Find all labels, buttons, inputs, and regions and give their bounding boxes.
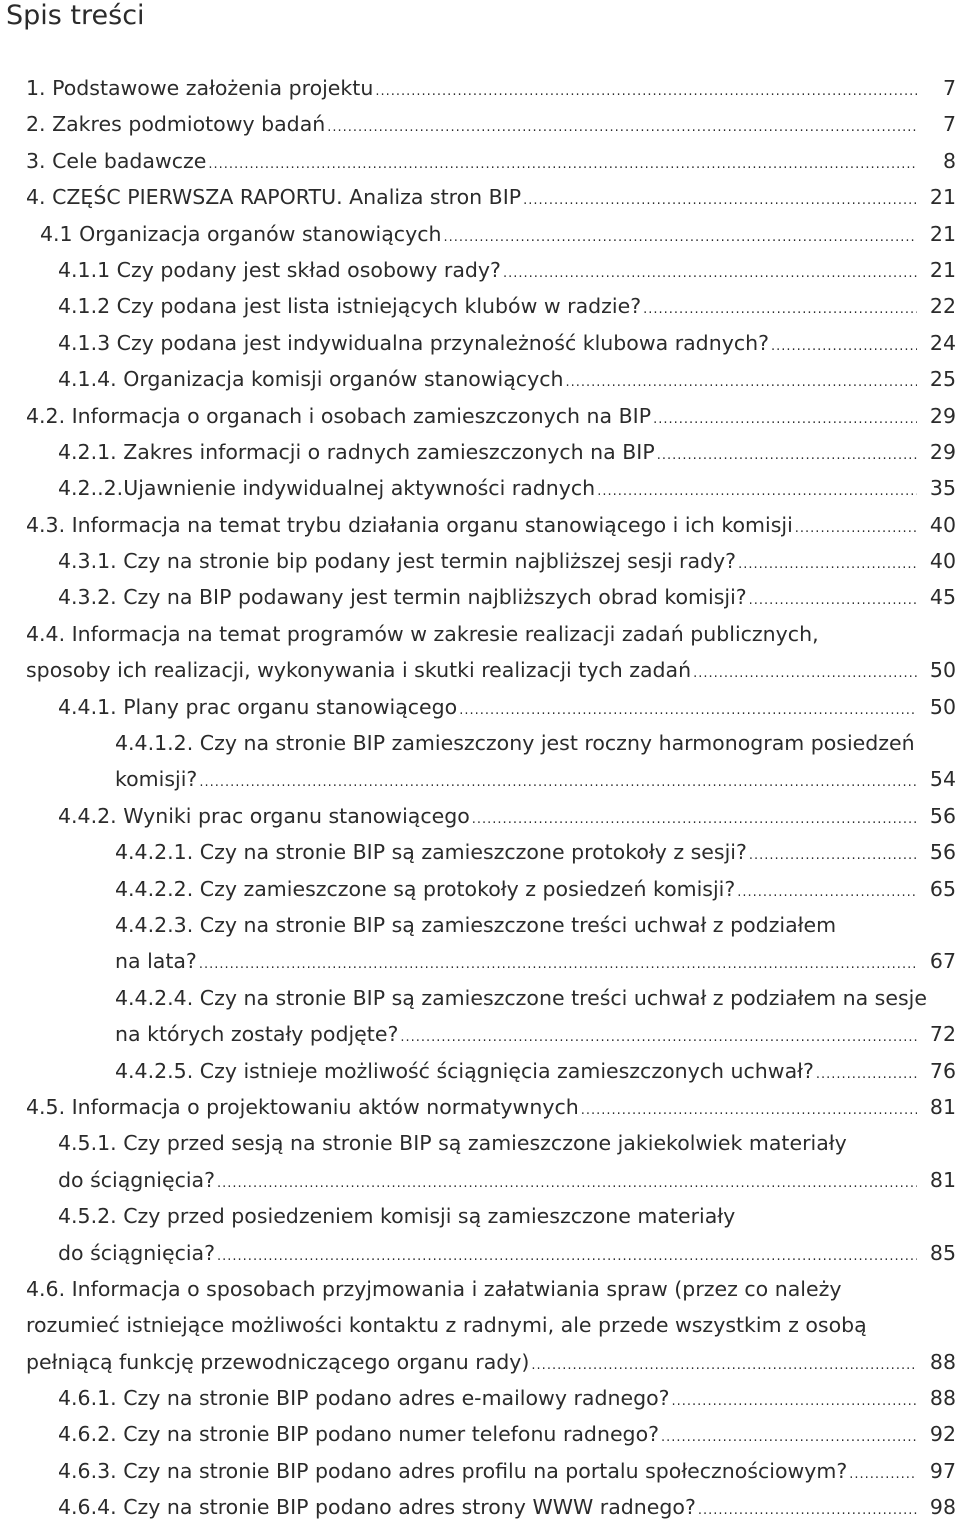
toc-entry[interactable]	[0, 1125, 960, 1198]
toc-entry-title: 4.2. Informacja o organach i osobach zamieszczonych na BIP	[26, 403, 652, 428]
toc-entry-title: 4.2..2.Ujawnienie indywidualnej aktywności radnych	[58, 476, 596, 501]
toc-entry-title: 4.5. Informacja o projektowaniu aktów normatywnych	[26, 1094, 579, 1119]
toc-page-number: 88	[929, 1349, 956, 1374]
toc-page-number: 21	[929, 257, 956, 282]
toc-entry-title: 4. CZĘŚC PIERWSZA RAPORTU. Analiza stron BIP	[26, 185, 522, 210]
toc-page-number: 35	[929, 476, 956, 501]
toc-entry[interactable]	[0, 980, 960, 1053]
dot-leader	[816, 1057, 917, 1093]
toc-entry-title: 4.4.2.4. Czy na stronie BIP są zamieszczone treści uchwał z podziałem na sesje	[115, 985, 927, 1010]
toc-entry[interactable]	[0, 616, 960, 689]
toc-entry-title: 4.4.2.5. Czy istnieje możliwość ściągnięcia zamieszczonych uchwał?	[115, 1058, 814, 1083]
toc-entry-title-continued: rozumieć istniejące możliwości kontaktu z radnymi, ale przede wszystkim z osobą	[26, 1313, 867, 1338]
toc-entry-title: 4.5.2. Czy przed posiedzeniem komisji są zamieszczone materiały	[58, 1204, 736, 1229]
toc-entry[interactable]	[0, 434, 960, 470]
toc-entry-title: 4.6.4. Czy na stronie BIP podano adres strony WWW radnego?	[58, 1495, 696, 1520]
toc-page-number: 50	[929, 694, 956, 719]
toc-entry[interactable]	[0, 106, 960, 142]
toc-entry-title-continued: do ściągnięcia?	[58, 1240, 216, 1265]
toc-entry-title: 4.1 Organizacja organów stanowiących	[40, 221, 442, 246]
toc-page-number: 7	[942, 76, 956, 100]
toc-entry[interactable]	[0, 834, 960, 870]
dot-leader	[749, 838, 917, 874]
dot-leader	[849, 1457, 917, 1493]
dot-leader	[459, 693, 917, 729]
toc-entry-title: 4.1.3 Czy podana jest indywidualna przynależność klubowa radnych?	[58, 330, 769, 355]
toc-entry[interactable]	[0, 1271, 960, 1380]
toc-entry[interactable]	[0, 216, 960, 252]
dot-leader	[749, 583, 917, 619]
toc-entry-title: 4.4.2.2. Czy zamieszczone są protokoły z posiedzeń komisji?	[115, 876, 736, 901]
dot-leader	[661, 1420, 917, 1456]
toc-page-number: 88	[929, 1386, 956, 1411]
toc-entry-title: 4.1.2 Czy podana jest lista istniejących klubów w radzie?	[58, 294, 642, 319]
toc-page-number: 72	[929, 1022, 956, 1047]
dot-leader	[795, 511, 917, 547]
toc-entry-title: 4.1.4. Organizacja komisji organów stanowiących	[58, 367, 564, 392]
toc-entry[interactable]	[0, 725, 960, 798]
toc-entry-title-continued: na których zostały podjęte?	[115, 1022, 399, 1047]
dot-leader	[581, 1093, 917, 1129]
dot-leader	[771, 329, 917, 365]
toc-entry[interactable]	[0, 543, 960, 579]
toc-page-number: 45	[929, 585, 956, 610]
dot-leader	[698, 1493, 917, 1529]
dot-leader	[217, 1239, 917, 1275]
toc-entry[interactable]	[0, 1198, 960, 1271]
dot-leader	[375, 74, 917, 110]
dot-leader	[531, 1348, 917, 1384]
dot-leader	[737, 875, 917, 911]
toc-entry-title: 4.4.2. Wyniki prac organu stanowiącego	[58, 803, 470, 828]
toc-entry-title: 4.5.1. Czy przed sesją na stronie BIP są zamieszczone jakiekolwiek materiały	[58, 1131, 847, 1156]
toc-entry[interactable]	[0, 871, 960, 907]
toc-entry-title: 1. Podstawowe założenia projektu	[26, 76, 374, 100]
toc-page-number: 29	[929, 403, 956, 428]
toc-page-number: 81	[929, 1094, 956, 1119]
toc-page-number: 40	[929, 549, 956, 574]
toc-page-number: 85	[929, 1240, 956, 1265]
toc-entry-title-continued: komisji?	[115, 767, 198, 792]
dot-leader	[672, 1384, 917, 1420]
toc-page-number: 54	[929, 767, 956, 792]
toc-page-number: 21	[929, 221, 956, 246]
dot-leader	[217, 1166, 917, 1202]
dot-leader	[503, 256, 917, 292]
toc-page-number: 56	[929, 803, 956, 828]
dot-leader	[199, 765, 917, 801]
toc-entry-title: 4.3.2. Czy na BIP podawany jest termin najbliższych obrad komisji?	[58, 585, 747, 610]
toc-entry[interactable]	[0, 325, 960, 361]
toc-page-number: 21	[929, 185, 956, 210]
dot-leader	[199, 947, 917, 983]
toc-page-number: 65	[929, 876, 956, 901]
dot-leader	[653, 402, 917, 438]
toc-entry-title: 4.4.2.3. Czy na stronie BIP są zamieszczone treści uchwał z podziałem	[115, 912, 837, 937]
toc-page-number: 81	[929, 1167, 956, 1192]
toc-entry-title: 4.4.1. Plany prac organu stanowiącego	[58, 694, 458, 719]
toc-page-number: 7	[942, 112, 956, 137]
dot-leader	[208, 147, 917, 183]
toc-entry-title-continued: do ściągnięcia?	[58, 1167, 216, 1192]
toc-entry[interactable]	[0, 1416, 960, 1452]
toc-page-number: 50	[929, 658, 956, 683]
toc-page-number: 8	[942, 148, 956, 173]
dot-leader	[523, 183, 917, 219]
toc-entry[interactable]	[0, 689, 960, 725]
toc-entry-title: 4.6. Informacja o sposobach przyjmowania i załatwiania spraw (przez co należy	[26, 1276, 842, 1301]
toc-entry[interactable]	[0, 1089, 960, 1125]
page-title: Spis treści	[6, 0, 145, 31]
toc-entry-title-continued: na lata?	[115, 949, 197, 974]
toc-entry-title: 3. Cele badawcze	[26, 148, 207, 173]
toc-entry[interactable]	[0, 507, 960, 543]
toc-page-number: 22	[929, 294, 956, 319]
toc-entry-title: 4.4.2.1. Czy na stronie BIP są zamieszczone protokoły z sesji?	[115, 840, 747, 865]
toc-entry[interactable]	[0, 798, 960, 834]
toc-page-number: 92	[929, 1422, 956, 1447]
dot-leader	[472, 802, 917, 838]
toc-entry[interactable]	[0, 143, 960, 179]
dot-leader	[565, 365, 917, 401]
toc-page-number: 98	[929, 1495, 956, 1520]
toc-entry-title: 4.6.2. Czy na stronie BIP podano numer telefonu radnego?	[58, 1422, 659, 1447]
toc-entry-title: 4.2.1. Zakres informacji o radnych zamieszczonych na BIP	[58, 439, 655, 464]
toc-entry-title: 4.4. Informacja na temat programów w zakresie realizacji zadań publicznych,	[26, 621, 819, 646]
dot-leader	[657, 438, 917, 474]
toc-entry-title: 4.3. Informacja na temat trybu działania organu stanowiącego i ich komisji	[26, 512, 793, 537]
dot-leader	[597, 474, 917, 510]
toc-entry[interactable]	[0, 398, 960, 434]
dot-leader	[443, 220, 917, 256]
toc-entry[interactable]	[0, 179, 960, 215]
dot-leader	[693, 656, 917, 692]
toc-entry[interactable]	[0, 470, 960, 506]
toc-entry[interactable]	[0, 1380, 960, 1416]
toc-entry[interactable]	[0, 1453, 960, 1489]
dot-leader	[327, 110, 917, 146]
toc-entry[interactable]	[0, 70, 960, 106]
dot-leader	[400, 1020, 917, 1056]
table-of-contents	[0, 70, 960, 1526]
toc-entry-title: 4.1.1 Czy podany jest skład osobowy rady?	[58, 257, 501, 282]
toc-entry[interactable]	[0, 288, 960, 324]
toc-entry-title: 4.6.3. Czy na stronie BIP podano adres profilu na portalu społecznościowym?	[58, 1458, 848, 1483]
toc-entry[interactable]	[0, 1489, 960, 1525]
toc-page-number: 56	[929, 840, 956, 865]
toc-entry[interactable]	[0, 1053, 960, 1089]
toc-page-number: 76	[929, 1058, 956, 1083]
toc-entry-title: 4.3.1. Czy na stronie bip podany jest termin najbliższej sesji rady?	[58, 549, 737, 574]
toc-page-number: 24	[929, 330, 956, 355]
toc-page-number: 40	[929, 512, 956, 537]
toc-page-number: 97	[929, 1458, 956, 1483]
dot-leader	[643, 292, 917, 328]
toc-entry[interactable]	[0, 579, 960, 615]
toc-entry-title: 4.6.1. Czy na stronie BIP podano adres e-mailowy radnego?	[58, 1386, 670, 1411]
toc-entry[interactable]	[0, 907, 960, 980]
toc-page-number: 25	[929, 367, 956, 392]
toc-entry-title-continued: pełniącą funkcję przewodniczącego organu rady)	[26, 1349, 530, 1374]
dot-leader	[738, 547, 917, 583]
toc-entry-title: 4.4.1.2. Czy na stronie BIP zamieszczony jest roczny harmonogram posiedzeń	[115, 731, 915, 756]
toc-page-number: 67	[929, 949, 956, 974]
toc-entry-title: 2. Zakres podmiotowy badań	[26, 112, 326, 137]
toc-page-number: 29	[929, 439, 956, 464]
toc-entry[interactable]	[0, 361, 960, 397]
toc-entry[interactable]	[0, 252, 960, 288]
toc-entry-title-continued: sposoby ich realizacji, wykonywania i skutki realizacji tych zadań	[26, 658, 692, 683]
